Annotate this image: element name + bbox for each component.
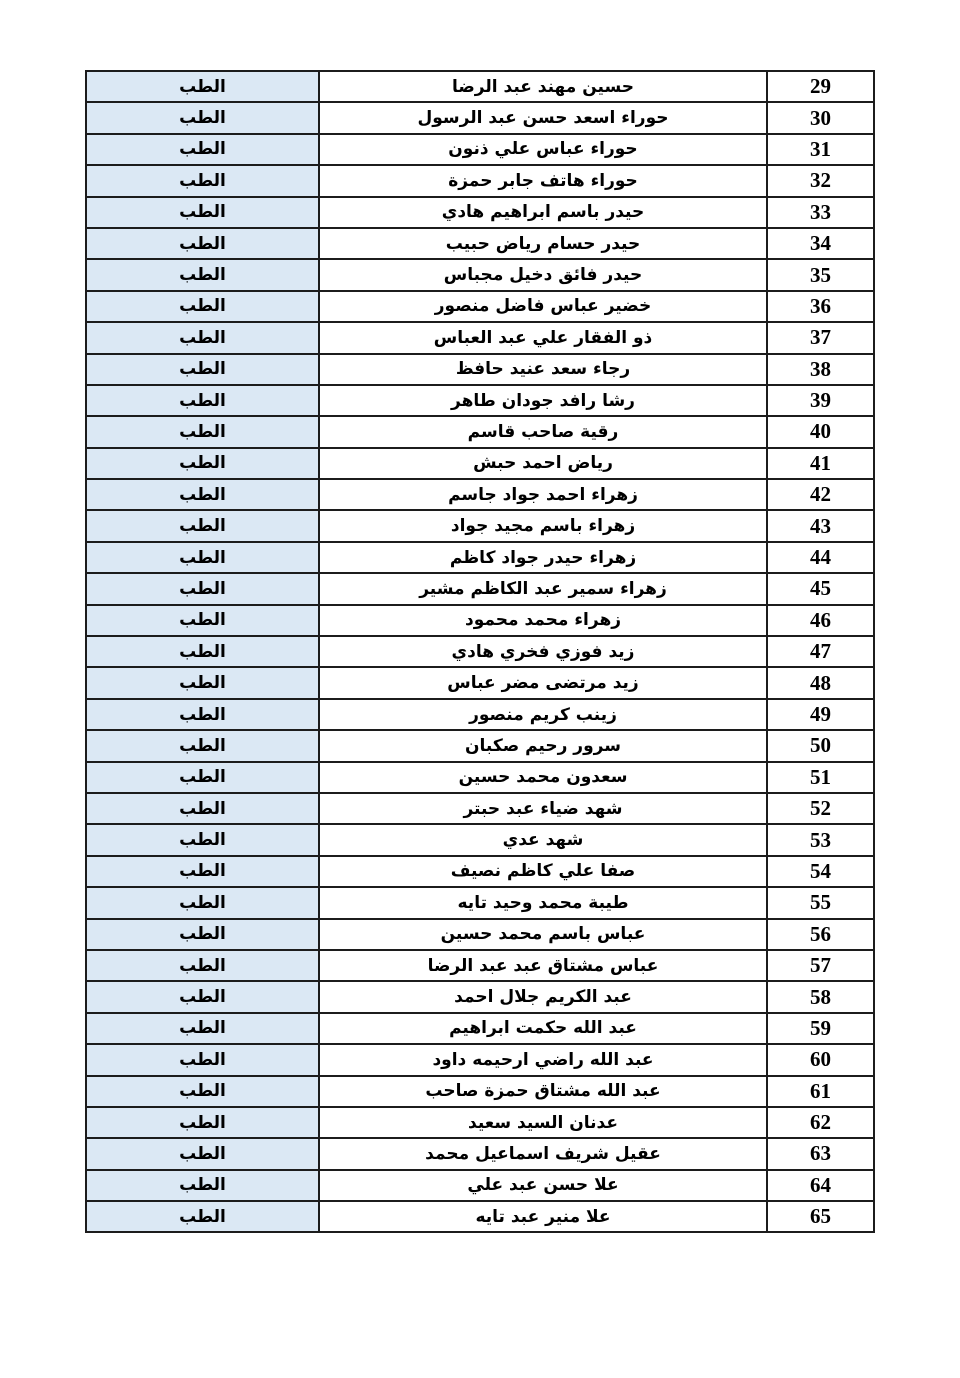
row-number-cell: 64: [767, 1170, 874, 1201]
student-roster-table: [85, 70, 875, 1233]
table-row: [86, 573, 874, 604]
student-name-cell: علا منير عبد تايه: [319, 1201, 767, 1232]
department-cell: الطب: [86, 259, 319, 290]
student-name-cell: عبد الله مشتاق حمزة صاحب: [319, 1076, 767, 1107]
table-row: [86, 479, 874, 510]
row-number-cell: 40: [767, 416, 874, 447]
table-row: [86, 416, 874, 447]
table-row: [86, 259, 874, 290]
row-number-cell: 61: [767, 1076, 874, 1107]
department-cell: الطب: [86, 102, 319, 133]
row-number-cell: 55: [767, 887, 874, 918]
row-number-cell: 65: [767, 1201, 874, 1232]
student-name-cell: عقيل شريف اسماعيل محمد: [319, 1138, 767, 1169]
table-row: [86, 636, 874, 667]
table-row: [86, 887, 874, 918]
table-row: [86, 385, 874, 416]
student-name-cell: طيبة محمد وحيد تايه: [319, 887, 767, 918]
roster-body: [86, 71, 874, 1232]
student-name-cell: حيدر فائق دخيل مجباس: [319, 259, 767, 290]
row-number-cell: 51: [767, 762, 874, 793]
department-cell: الطب: [86, 856, 319, 887]
department-cell: الطب: [86, 510, 319, 541]
student-name-cell: زهراء احمد جواد جاسم: [319, 479, 767, 510]
table-row: [86, 605, 874, 636]
department-cell: الطب: [86, 981, 319, 1012]
table-row: [86, 793, 874, 824]
student-name-cell: عدنان السيد سعيد: [319, 1107, 767, 1138]
department-cell: الطب: [86, 762, 319, 793]
table-row: [86, 354, 874, 385]
student-name-cell: ذو الفقار علي عبد العباس: [319, 322, 767, 353]
row-number-cell: 44: [767, 542, 874, 573]
table-row: [86, 197, 874, 228]
student-name-cell: حوراء هاتف جابر حمزة: [319, 165, 767, 196]
student-name-cell: شهد ضياء عبد حبتر: [319, 793, 767, 824]
student-name-cell: صفا علي كاظم نصيف: [319, 856, 767, 887]
row-number-cell: 53: [767, 824, 874, 855]
department-cell: الطب: [86, 1170, 319, 1201]
student-name-cell: سرور رحيم صكبان: [319, 730, 767, 761]
row-number-cell: 31: [767, 134, 874, 165]
table-row: [86, 856, 874, 887]
table-row: [86, 919, 874, 950]
row-number-cell: 30: [767, 102, 874, 133]
department-cell: الطب: [86, 699, 319, 730]
row-number-cell: 45: [767, 573, 874, 604]
student-name-cell: عباس مشتاق عبد عبد الرضا: [319, 950, 767, 981]
student-name-cell: رشا رافد جودان طاهر: [319, 385, 767, 416]
student-name-cell: علا حسن عبد علي: [319, 1170, 767, 1201]
row-number-cell: 41: [767, 448, 874, 479]
department-cell: الطب: [86, 134, 319, 165]
department-cell: الطب: [86, 1076, 319, 1107]
student-name-cell: زهراء سمير عبد الكاظم مشير: [319, 573, 767, 604]
department-cell: الطب: [86, 479, 319, 510]
department-cell: الطب: [86, 448, 319, 479]
department-cell: الطب: [86, 824, 319, 855]
row-number-cell: 42: [767, 479, 874, 510]
table-row: [86, 699, 874, 730]
row-number-cell: 38: [767, 354, 874, 385]
table-row: [86, 1201, 874, 1232]
table-row: [86, 730, 874, 761]
row-number-cell: 35: [767, 259, 874, 290]
department-cell: الطب: [86, 542, 319, 573]
department-cell: الطب: [86, 354, 319, 385]
row-number-cell: 59: [767, 1013, 874, 1044]
table-row: [86, 448, 874, 479]
department-cell: الطب: [86, 416, 319, 447]
table-row: [86, 165, 874, 196]
department-cell: الطب: [86, 887, 319, 918]
student-name-cell: زينب كريم منصور: [319, 699, 767, 730]
row-number-cell: 49: [767, 699, 874, 730]
row-number-cell: 60: [767, 1044, 874, 1075]
table-row: [86, 542, 874, 573]
table-row: [86, 824, 874, 855]
student-name-cell: عباس باسم محمد حسين: [319, 919, 767, 950]
department-cell: الطب: [86, 793, 319, 824]
table-row: [86, 1013, 874, 1044]
table-row: [86, 102, 874, 133]
table-row: [86, 291, 874, 322]
table-row: [86, 667, 874, 698]
row-number-cell: 43: [767, 510, 874, 541]
student-name-cell: رياض احمد حبش: [319, 448, 767, 479]
student-name-cell: زهراء حيدر جواد كاظم: [319, 542, 767, 573]
row-number-cell: 46: [767, 605, 874, 636]
department-cell: الطب: [86, 1201, 319, 1232]
department-cell: الطب: [86, 1013, 319, 1044]
row-number-cell: 48: [767, 667, 874, 698]
row-number-cell: 32: [767, 165, 874, 196]
department-cell: الطب: [86, 950, 319, 981]
department-cell: الطب: [86, 919, 319, 950]
table-row: [86, 981, 874, 1012]
student-name-cell: رقية صاحب قاسم: [319, 416, 767, 447]
row-number-cell: 63: [767, 1138, 874, 1169]
department-cell: الطب: [86, 1107, 319, 1138]
department-cell: الطب: [86, 667, 319, 698]
table-row: [86, 228, 874, 259]
row-number-cell: 39: [767, 385, 874, 416]
row-number-cell: 33: [767, 197, 874, 228]
student-name-cell: حيدر حسام رياض حبيب: [319, 228, 767, 259]
department-cell: الطب: [86, 197, 319, 228]
department-cell: الطب: [86, 1044, 319, 1075]
table-row: [86, 950, 874, 981]
student-name-cell: زهراء محمد محمود: [319, 605, 767, 636]
department-cell: الطب: [86, 165, 319, 196]
student-name-cell: عبد الكريم جلال احمد: [319, 981, 767, 1012]
student-name-cell: حسين مهند عبد الرضا: [319, 71, 767, 102]
table-row: [86, 762, 874, 793]
table-row: [86, 1076, 874, 1107]
student-name-cell: عبد الله حكمت ابراهيم: [319, 1013, 767, 1044]
department-cell: الطب: [86, 385, 319, 416]
student-name-cell: حوراء عباس علي ذنون: [319, 134, 767, 165]
student-name-cell: رجاء سعد عنيد حافظ: [319, 354, 767, 385]
department-cell: الطب: [86, 1138, 319, 1169]
department-cell: الطب: [86, 730, 319, 761]
row-number-cell: 57: [767, 950, 874, 981]
student-name-cell: سعدون محمد حسين: [319, 762, 767, 793]
student-name-cell: حوراء اسعد حسن عبد الرسول: [319, 102, 767, 133]
row-number-cell: 54: [767, 856, 874, 887]
table-row: [86, 322, 874, 353]
table-row: [86, 1107, 874, 1138]
table-row: [86, 1170, 874, 1201]
department-cell: الطب: [86, 573, 319, 604]
student-name-cell: حيدر باسم ابراهيم هادي: [319, 197, 767, 228]
student-name-cell: زهراء باسم مجيد جواد: [319, 510, 767, 541]
student-name-cell: خضير عباس فاضل منصور: [319, 291, 767, 322]
row-number-cell: 29: [767, 71, 874, 102]
table-row: [86, 1138, 874, 1169]
row-number-cell: 52: [767, 793, 874, 824]
student-name-cell: زيد مرتضى مضر عباس: [319, 667, 767, 698]
student-name-cell: شهد عدي: [319, 824, 767, 855]
department-cell: الطب: [86, 291, 319, 322]
row-number-cell: 36: [767, 291, 874, 322]
row-number-cell: 37: [767, 322, 874, 353]
table-row: [86, 510, 874, 541]
row-number-cell: 62: [767, 1107, 874, 1138]
department-cell: الطب: [86, 71, 319, 102]
department-cell: الطب: [86, 605, 319, 636]
table-row: [86, 134, 874, 165]
row-number-cell: 34: [767, 228, 874, 259]
table-row: [86, 1044, 874, 1075]
row-number-cell: 50: [767, 730, 874, 761]
row-number-cell: 47: [767, 636, 874, 667]
department-cell: الطب: [86, 322, 319, 353]
student-name-cell: عبد الله راضي ارحيمه داود: [319, 1044, 767, 1075]
table-row: [86, 71, 874, 102]
department-cell: الطب: [86, 636, 319, 667]
student-name-cell: زيد فوزي فخري هادي: [319, 636, 767, 667]
department-cell: الطب: [86, 228, 319, 259]
row-number-cell: 58: [767, 981, 874, 1012]
row-number-cell: 56: [767, 919, 874, 950]
